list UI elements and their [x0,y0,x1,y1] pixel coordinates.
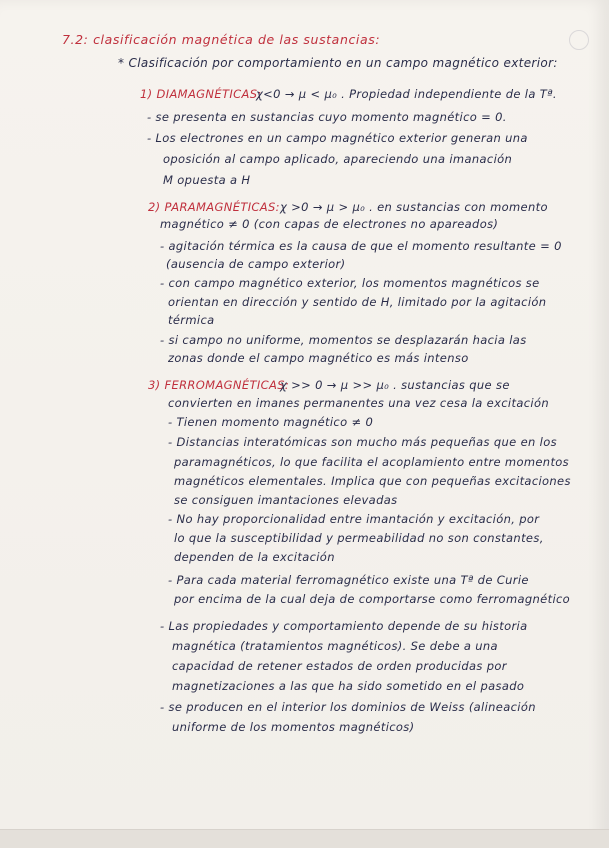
section-text-line: uniforme de los momentos magnéticos) [172,720,415,734]
section-text-line: orientan en dirección y sentido de H, limitado por la agitación [168,295,547,309]
section-text-line: - con campo magnético exterior, los momentos magnéticos se [160,276,540,290]
section-heading-diamagneticas: 1) DIAMAGNÉTICAS: [140,87,262,101]
section-text-line: χ<0 → μ < μ₀ . Propiedad independiente de la Tª. [256,87,557,101]
section-heading-paramagneticas: 2) PARAMAGNÉTICAS: [148,200,280,214]
section-text-line: térmica [168,313,215,327]
section-text-line: - si campo no uniforme, momentos se desplazarán hacia las [160,333,527,347]
page-bottom-edge [0,829,609,848]
section-text-line: (ausencia de campo exterior) [166,257,346,271]
section-text-line: oposición al campo aplicado, apareciendo una imanación [163,152,513,166]
section-text-line: - Los electrones en un campo magnético exterior generan una [147,131,528,145]
section-text-line: paramagnéticos, lo que facilita el acoplamiento entre momentos [174,455,570,469]
section-text-line: dependen de la excitación [174,550,335,564]
section-text-line: - Distancias interatómicas son mucho más pequeñas que en los [168,435,557,449]
section-text-line: - se producen en el interior los dominios de Weiss (alineación [160,700,536,714]
section-text-line: se consiguen imantaciones elevadas [174,493,398,507]
section-text-line: capacidad de retener estados de orden producidas por [172,659,507,673]
section-text-line: por encima de la cual deja de comportarse como ferromagnético [174,592,571,606]
section-text-line: - Las propiedades y comportamiento depende de su historia [160,619,528,633]
section-text-line: - agitación térmica es la causa de que el momento resultante = 0 [160,239,562,253]
page-subtitle: * Clasificación por comportamiento en un campo magnético exterior: [118,56,558,70]
section-text-line: - Para cada material ferromagnético existe una Tª de Curie [168,573,529,587]
section-text-line: magnéticos elementales. Implica que con pequeñas excitaciones [174,474,571,488]
section-text-line: zonas donde el campo magnético es más intenso [168,351,469,365]
section-text-line: χ >0 → μ > μ₀ . en sustancias con momento [280,200,548,214]
section-text-line: χ >> 0 → μ >> μ₀ . sustancias que se [280,378,510,392]
section-text-line: magnético ≠ 0 (con capas de electrones no apareados) [160,217,499,231]
section-text-line: convierten en imanes permanentes una vez cesa la excitación [168,396,549,410]
section-heading-ferromagneticas: 3) FERROMAGNÉTICAS: [148,378,290,392]
page-corner-mark [569,30,589,50]
section-text-line: - se presenta en sustancias cuyo momento magnético = 0. [147,110,507,124]
section-text-line: magnetizaciones a las que ha sido sometido en el pasado [172,679,525,693]
section-text-line: lo que la susceptibilidad y permeabilidad no son constantes, [174,531,544,545]
section-text-line: magnética (tratamientos magnéticos). Se debe a una [172,639,498,653]
section-text-line: - Tienen momento magnético ≠ 0 [168,415,374,429]
section-text-line: M opuesta a H [163,173,251,187]
section-text-line: - No hay proporcionalidad entre imantación y excitación, por [168,512,540,526]
page-title: 7.2: clasificación magnética de las sustancias: [62,32,381,47]
